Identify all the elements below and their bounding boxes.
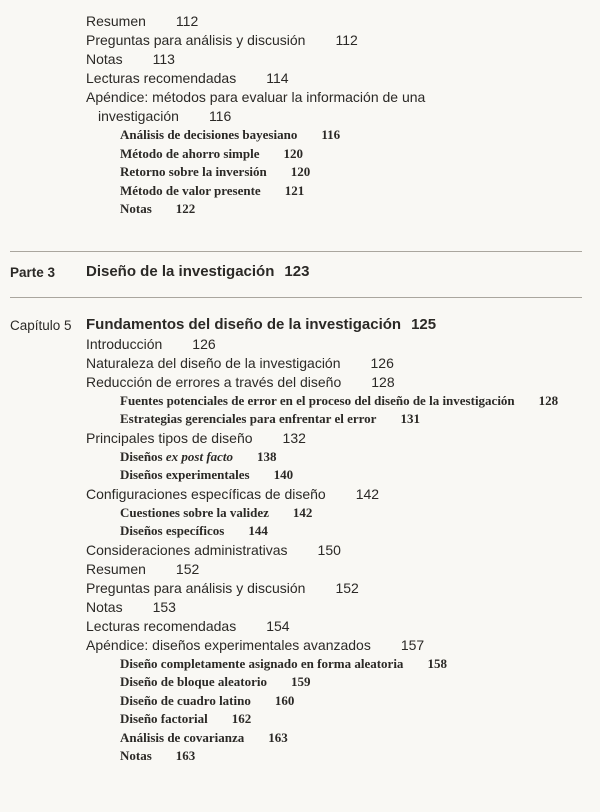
- toc-entry-text: Lecturas recomendadas: [86, 617, 237, 634]
- toc-entry-text: Diseño de bloque aleatorio: [120, 674, 267, 689]
- toc-entry-text: Apéndice: diseños experimentales avanzados: [86, 636, 371, 653]
- toc-entry: [120, 392, 559, 411]
- chapter-title-row: [86, 315, 526, 334]
- toc-entry-text: Notas: [86, 51, 123, 67]
- toc-entry: [120, 466, 526, 485]
- toc-entry-text: Resumen: [86, 13, 146, 29]
- toc-entry: [120, 522, 526, 541]
- page-number: 158: [427, 655, 447, 671]
- page-number: 154: [266, 617, 290, 634]
- page-number: 112: [335, 32, 358, 48]
- toc-entry-text: Diseños específicos: [120, 523, 225, 538]
- toc-entry-text: Diseño factorial: [120, 711, 208, 726]
- toc-entry-text: Notas: [120, 748, 152, 763]
- toc-entry: [120, 673, 526, 692]
- toc-entry-text: Fuentes potenciales de error en el proceso del diseño de la investigación: [120, 392, 515, 408]
- toc-entry: [120, 504, 526, 523]
- toc-entry: [86, 69, 526, 88]
- side-column-spacer: [10, 12, 86, 13]
- toc-entry-text: Estrategias gerenciales para enfrentar el error: [120, 411, 377, 426]
- page-number: 153: [152, 598, 176, 615]
- toc-entry: [86, 598, 526, 617]
- page-number: 159: [290, 674, 311, 689]
- toc-entry-text: Diseños: [120, 448, 163, 464]
- page-number: 112: [175, 13, 199, 29]
- part-title-row: [86, 262, 309, 281]
- page-number: 126: [370, 354, 394, 371]
- toc-entry: [120, 710, 526, 729]
- page-number: 142: [292, 504, 313, 520]
- chapter-label: Capítulo 5: [10, 317, 72, 333]
- toc-entry-text: Apéndice: métodos para evaluar la información de una investigación: [86, 89, 426, 124]
- toc-entry-text: Naturaleza del diseño de la investigación: [86, 354, 341, 371]
- toc-entry-text: Configuraciones específicas de diseño: [86, 485, 326, 502]
- page-number: 163: [268, 729, 288, 745]
- page-number: 114: [266, 70, 289, 86]
- section-divider: [10, 251, 582, 252]
- toc-entry-text: Resumen: [86, 560, 146, 577]
- toc-entry: [120, 163, 526, 182]
- toc-entry: [120, 200, 526, 219]
- toc-entry-text: Diseño completamente asignado en forma aleatoria: [120, 655, 404, 671]
- toc-entry-text: Preguntas para análisis y discusión: [86, 32, 306, 48]
- page-number: 160: [274, 692, 295, 708]
- toc-entry: [120, 126, 526, 145]
- toc-entry-text: Método de valor presente: [120, 182, 261, 198]
- part-section: [10, 262, 582, 282]
- toc-entry-italic-text: ex post facto: [165, 448, 234, 464]
- toc-entry-text: Cuestiones sobre la validez: [120, 504, 269, 520]
- section-divider: [10, 297, 582, 298]
- page-number: 123: [284, 262, 310, 280]
- page-number: 116: [208, 108, 232, 124]
- toc-entry: [86, 560, 526, 579]
- toc-entry-text: Notas: [86, 598, 123, 615]
- chapter-entries: [86, 335, 559, 766]
- toc-entry-text: Análisis de decisiones bayesiano: [120, 127, 298, 142]
- page-number: 163: [175, 748, 196, 763]
- page-number: 125: [411, 315, 437, 333]
- page-number: 138: [257, 448, 277, 464]
- toc-entry: [86, 617, 526, 636]
- page-number: 140: [273, 467, 294, 482]
- part-title: Diseño de la investigación: [86, 262, 275, 280]
- toc-entry-text: Preguntas para análisis y discusión: [86, 579, 306, 596]
- page-number: 132: [282, 429, 306, 446]
- page-number: 157: [400, 636, 425, 653]
- page-number: 131: [400, 411, 420, 426]
- page-number: 126: [192, 335, 216, 352]
- toc-entry: [86, 50, 526, 69]
- toc-entry: [86, 636, 526, 655]
- page-number: 120: [290, 164, 311, 179]
- toc-entry: [120, 729, 526, 748]
- page-number: 120: [283, 145, 303, 161]
- page-number: 128: [371, 373, 395, 390]
- toc-entry: [86, 354, 526, 373]
- toc-entry-text: Diseño de cuadro latino: [120, 692, 251, 708]
- toc-entry-text: Método de ahorro simple: [120, 145, 260, 161]
- toc-entry: [120, 692, 526, 711]
- page-number: 150: [317, 541, 341, 558]
- toc-entry-text: Consideraciones administrativas: [86, 541, 288, 558]
- page-number: 113: [152, 51, 175, 67]
- chapter-title: Fundamentos del diseño de la investigación: [86, 315, 402, 333]
- toc-entry: [120, 145, 526, 164]
- chapter-section: [10, 315, 582, 766]
- toc-entry-text: Principales tipos de diseño: [86, 429, 253, 446]
- toc-entry: [120, 747, 526, 766]
- toc-entry: [120, 182, 526, 201]
- toc-entry: [86, 31, 526, 50]
- toc-entry-text: Notas: [120, 201, 152, 216]
- page-number: 152: [335, 579, 359, 596]
- toc-entry: [120, 410, 526, 429]
- toc-entry-text: Análisis de covarianza: [120, 729, 245, 745]
- page-number: 162: [231, 711, 252, 726]
- toc-top-block: [10, 12, 582, 219]
- page-number: 142: [355, 485, 380, 502]
- toc-entry: [86, 579, 526, 598]
- page-number: 128: [538, 392, 559, 408]
- toc-entry: [86, 541, 526, 560]
- toc-entry: [86, 12, 526, 31]
- page-number: 144: [248, 523, 268, 538]
- toc-entry: [86, 335, 526, 354]
- page-number: 122: [175, 201, 196, 216]
- toc-entry: [120, 655, 526, 674]
- page-number: 116: [321, 127, 341, 142]
- page-number: 121: [284, 182, 305, 198]
- page-number: 152: [175, 560, 200, 577]
- toc-entry-text: Diseños experimentales: [120, 467, 250, 482]
- toc-entry: [86, 88, 526, 126]
- toc-entry-text: Reducción de errores a través del diseño: [86, 373, 342, 390]
- toc-entry-text: Retorno sobre la inversión: [120, 164, 267, 179]
- part-label: Parte 3: [10, 264, 56, 280]
- toc-entry-text: Introducción: [86, 335, 163, 352]
- toc-entry: [86, 429, 526, 448]
- toc-entry: [86, 485, 526, 504]
- toc-entry-text: Lecturas recomendadas: [86, 70, 237, 86]
- toc-entry: [120, 448, 526, 467]
- toc-entry: [86, 373, 526, 392]
